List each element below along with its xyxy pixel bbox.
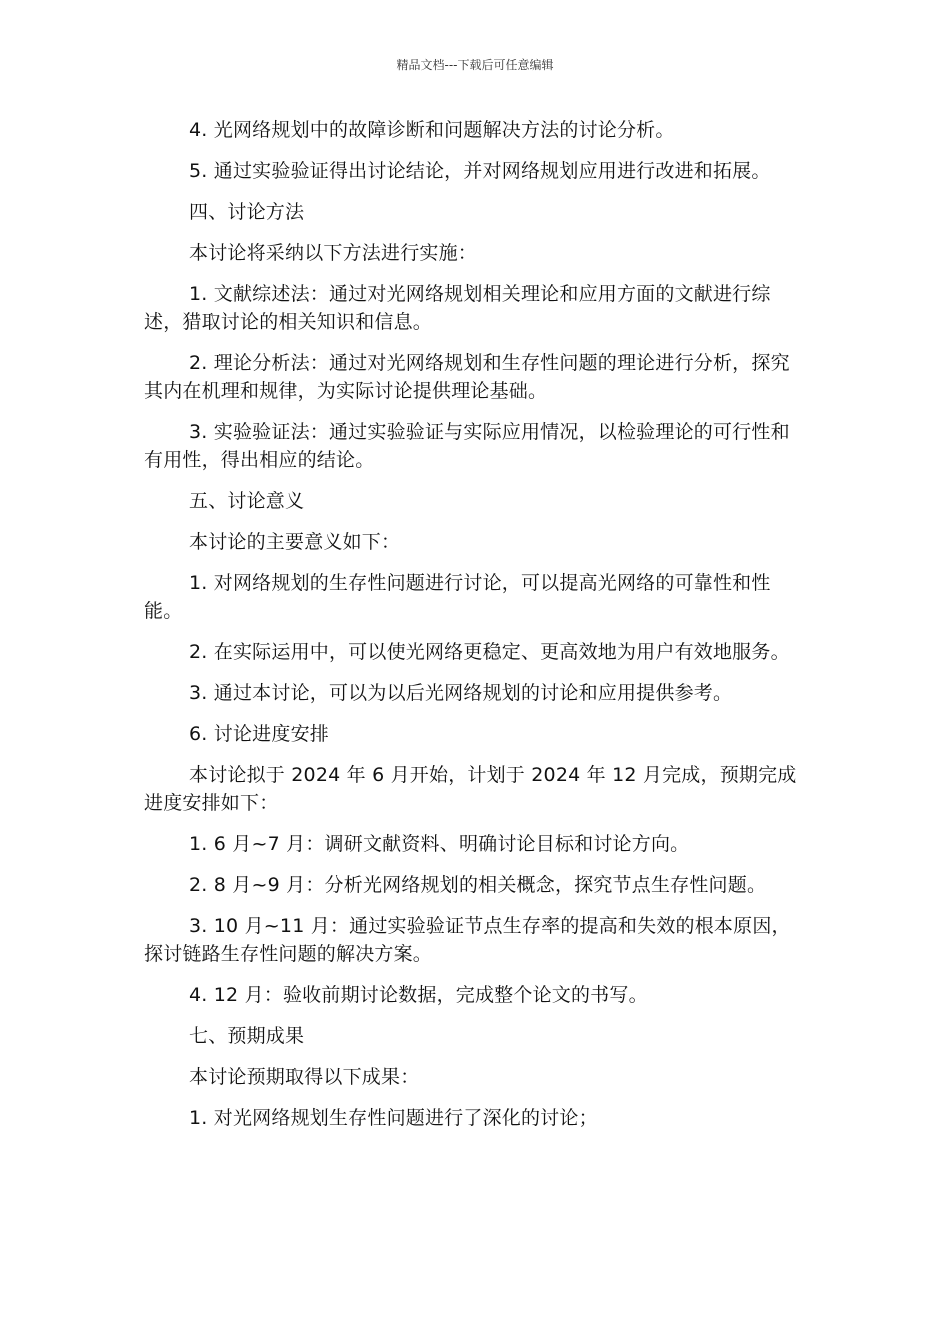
significance-intro: 本讨论的主要意义如下： [189, 531, 401, 553]
schedule-item-3: 3. 10 月~11 月：通过实验验证节点生存率的提高和失效的根本原因，探讨链路生存性问题的解决方案。 [144, 915, 791, 965]
section-heading-schedule: 6. 讨论进度安排 [189, 723, 329, 745]
document-body [144, 116, 804, 1145]
expected-results-intro: 本讨论预期取得以下成果： [189, 1066, 420, 1088]
significance-item-3: 3. 通过本讨论，可以为以后光网络规划的讨论和应用提供参考。 [189, 682, 733, 704]
schedule-intro: 本讨论拟于 2024 年 6 月开始，计划于 2024 年 12 月完成，预期完成进度安排如下： [144, 764, 797, 814]
significance-item-2: 2. 在实际运用中，可以使光网络更稳定、更高效地为用户有效地服务。 [189, 641, 790, 663]
expected-result-item-1: 1. 对光网络规划生存性问题进行了深化的讨论； [189, 1107, 598, 1129]
list-item-5-experimental-verification: 5. 通过实验验证得出讨论结论，并对网络规划应用进行改进和拓展。 [189, 160, 771, 182]
schedule-item-1: 1. 6 月~7 月：调研文献资料、明确讨论目标和讨论方向。 [189, 833, 690, 855]
section-heading-expected-results: 七、预期成果 [189, 1025, 305, 1047]
schedule-item-4: 4. 12 月：验收前期讨论数据，完成整个论文的书写。 [189, 984, 648, 1006]
methods-intro: 本讨论将采纳以下方法进行实施： [189, 242, 478, 264]
method-theoretical-analysis: 2. 理论分析法：通过对光网络规划和生存性问题的理论进行分析，探究其内在机理和规律，为实际讨论提供理论基础。 [144, 352, 790, 402]
section-heading-methods: 四、讨论方法 [189, 201, 305, 223]
schedule-item-2: 2. 8 月~9 月：分析光网络规划的相关概念，探究节点生存性问题。 [189, 874, 767, 896]
significance-item-1: 1. 对网络规划的生存性问题进行讨论，可以提高光网络的可靠性和性能。 [144, 572, 771, 622]
section-heading-significance: 五、讨论意义 [189, 490, 305, 512]
list-item-4-fault-diagnosis: 4. 光网络规划中的故障诊断和问题解决方法的讨论分析。 [189, 119, 675, 141]
page-header: 精品文档---下载后可任意编辑 [396, 58, 554, 72]
method-literature-review: 1. 文献综述法：通过对光网络规划相关理论和应用方面的文献进行综述，猎取讨论的相关知识和信息。 [144, 283, 771, 333]
method-experimental-verification: 3. 实验验证法：通过实验验证与实际应用情况，以检验理论的可行性和有用性，得出相应的结论。 [144, 421, 790, 471]
